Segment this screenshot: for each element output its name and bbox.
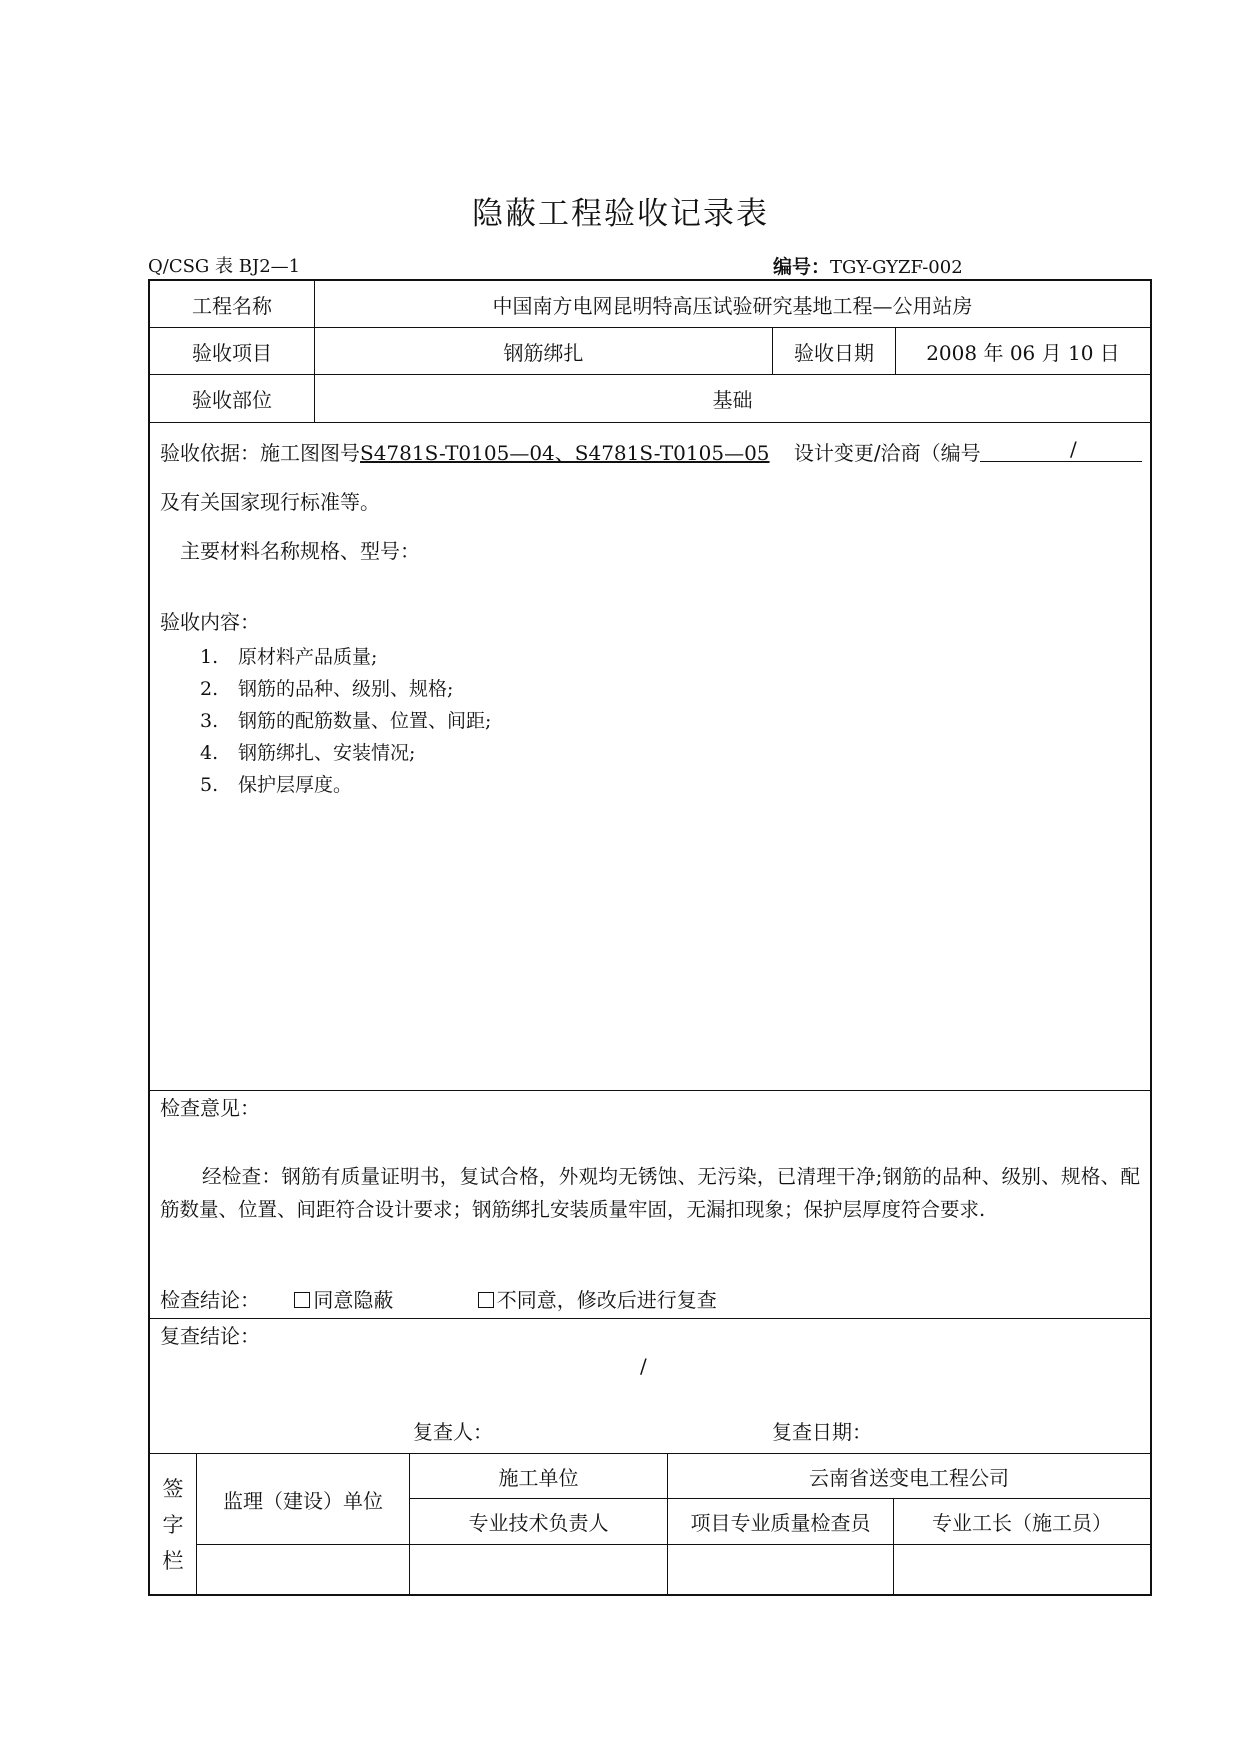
foreman-signature-field[interactable] [894, 1545, 1150, 1594]
basis-line [160, 437, 981, 466]
content-list [200, 641, 491, 801]
list-item: 1. 原材料产品质量; [200, 646, 378, 668]
serial-number [773, 252, 963, 279]
list-item: 5. 保护层厚度。 [200, 774, 353, 796]
foreman-label: 专业工长（施工员） [932, 1511, 1112, 1535]
recheck-value: / [640, 1354, 647, 1378]
project-name-label: 工程名称 [192, 293, 272, 318]
content-label: 验收内容： [160, 610, 260, 634]
inspection-label: 检查意见： [160, 1096, 260, 1120]
conclusion-label: 检查结论： [160, 1288, 260, 1312]
inspection-part-label: 验收部位 [192, 388, 272, 412]
tech-lead-signature-field[interactable] [410, 1545, 667, 1594]
design-change-underline [980, 461, 1142, 462]
tech-lead-label: 专业技术负责人 [468, 1511, 609, 1535]
inspection-opinion: 经检查：钢筋有质量证明书，复试合格，外观均无锈蚀、无污染，已清理干净;钢筋的品种、级别、规格、配筋数量、位置、间距符合设计要求；钢筋绑扎安装质量牢固，无漏扣现象；保护层厚度符合要求. [160, 1165, 1140, 1221]
agree-option[interactable]: 同意隐蔽 [294, 1288, 393, 1312]
disagree-checkbox[interactable] [478, 1292, 494, 1308]
conclusion-row [160, 1284, 717, 1313]
construction-unit-label: 施工单位 [498, 1465, 579, 1490]
page-title: 隐蔽工程验收记录表 [472, 196, 769, 232]
inspection-part-value: 基础 [712, 388, 753, 412]
list-item: 3. 钢筋的配筋数量、位置、间距; [200, 710, 492, 732]
drawing-numbers: S4781S-T0105—04、S4781S-T0105—05 [360, 441, 770, 465]
materials-label: 主要材料名称规格、型号： [180, 539, 420, 563]
disagree-option[interactable]: 不同意，修改后进行复查 [478, 1288, 717, 1312]
inspection-item-label: 验收项目 [192, 340, 272, 365]
standards-text: 及有关国家现行标准等。 [160, 490, 380, 514]
inspection-date-value: 2008 年 06 月 10 日 [926, 340, 1120, 365]
row-divider [148, 1090, 1152, 1091]
quality-inspector-label: 项目专业质量检查员 [690, 1511, 871, 1535]
row-divider [148, 1318, 1152, 1319]
project-name-value: 中国南方电网昆明特高压试验研究基地工程—公用站房 [492, 293, 973, 318]
supervision-signature-field[interactable] [197, 1545, 409, 1594]
design-change-label: 设计变更/洽商（编号 [793, 441, 981, 465]
design-change-value: / [1070, 437, 1077, 461]
record-form-table [148, 279, 1152, 1596]
list-item: 4. 钢筋绑扎、安装情况; [200, 742, 416, 764]
recheck-label: 复查结论： [160, 1324, 260, 1348]
signature-side-label: 签 字 栏 [162, 1476, 184, 1573]
construction-unit-value: 云南省送变电工程公司 [809, 1465, 1009, 1490]
serial-value: TGY-GYZF-002 [830, 257, 963, 278]
supervision-unit-label: 监理（建设）单位 [223, 1488, 383, 1513]
list-item: 2. 钢筋的品种、级别、规格; [200, 678, 454, 700]
inspection-item-value: 钢筋绑扎 [503, 340, 584, 365]
serial-label: 编号： [773, 256, 831, 278]
quality-inspector-signature-field[interactable] [668, 1545, 893, 1594]
standard-code: Q/CSG 表 BJ2—1 [148, 256, 301, 277]
inspection-date-label: 验收日期 [794, 340, 874, 365]
row-divider [148, 422, 1152, 423]
recheck-date-label: 复查日期： [772, 1420, 872, 1444]
basis-label: 验收依据：施工图图号 [160, 441, 360, 465]
recheck-person-label: 复查人： [413, 1420, 493, 1444]
agree-checkbox[interactable] [294, 1292, 310, 1308]
